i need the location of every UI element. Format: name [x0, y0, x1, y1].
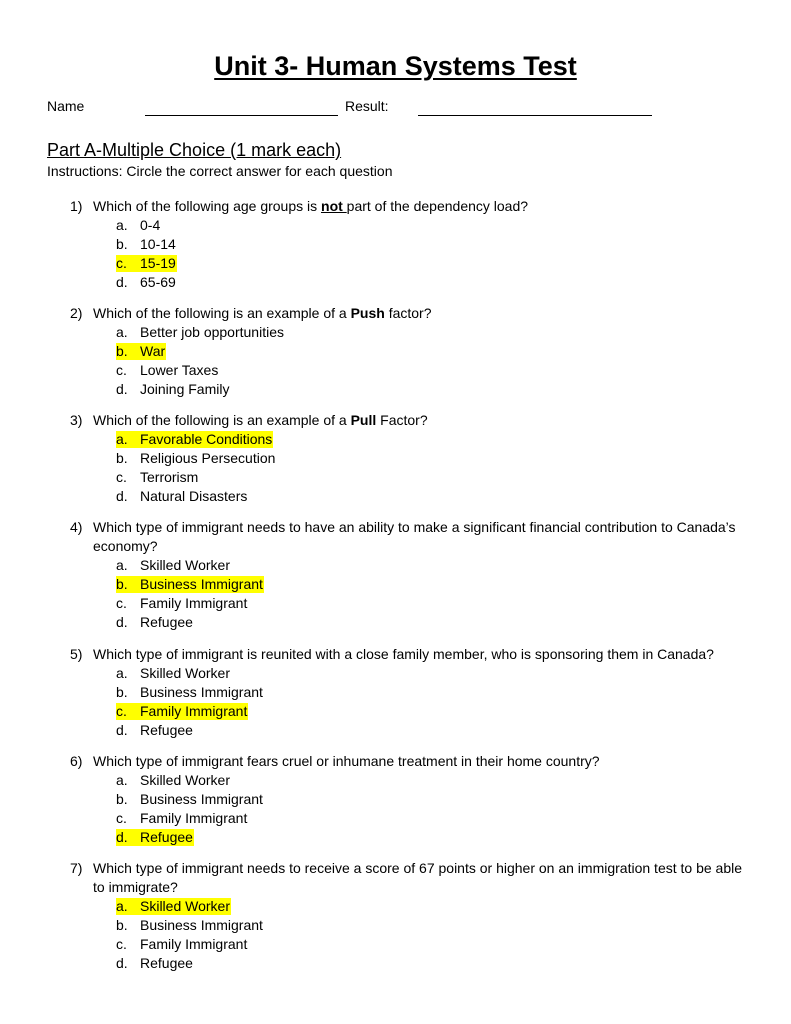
answer-option[interactable]	[0, 449, 791, 468]
title-text: Unit 3- Human Systems Test	[214, 51, 577, 81]
name-result-row	[0, 98, 791, 118]
question-text-part: Which type of immigrant needs to have an ability to make a significant financial contribution to Canada’s economy?	[93, 519, 736, 554]
option-letter: b.	[116, 576, 128, 592]
option-letter: c.	[116, 703, 127, 719]
question-stem	[0, 197, 791, 216]
result-field[interactable]	[418, 115, 652, 116]
question-emphasis: Pull	[350, 412, 377, 428]
option-text: 15-19	[140, 255, 176, 271]
option-letter: a.	[116, 217, 128, 233]
answer-option[interactable]	[0, 380, 791, 399]
question-text-part: Which type of immigrant fears cruel or inhumane treatment in their home country?	[93, 753, 600, 769]
question-stem	[0, 752, 791, 771]
question-text-part: Which of the following is an example of a	[93, 305, 351, 321]
option-letter: d.	[116, 722, 128, 738]
option-text: Business Immigrant	[140, 791, 263, 807]
answer-option-highlighted[interactable]	[0, 702, 791, 721]
option-text: Refugee	[140, 614, 193, 630]
option-text: Family Immigrant	[140, 595, 248, 611]
option-text: Lower Taxes	[140, 362, 219, 378]
option-letter: b.	[116, 684, 128, 700]
question-stem	[0, 411, 791, 430]
question-number: 1)	[70, 198, 83, 214]
option-text: Terrorism	[140, 469, 199, 485]
answer-option[interactable]	[0, 790, 791, 809]
option-text: Better job opportunities	[140, 324, 284, 340]
question-text-part: Which of the following is an example of a	[93, 412, 351, 428]
option-letter: c.	[116, 362, 127, 378]
question-text	[93, 645, 743, 664]
name-label: Name	[47, 98, 85, 114]
question-5	[0, 645, 791, 740]
answer-option[interactable]	[0, 721, 791, 740]
question-text-part: factor?	[384, 305, 432, 321]
question-text-part: Which type of immigrant needs to receive a score of 67 points or higher on an immigration test to be able to immigrate?	[93, 860, 743, 895]
question-emphasis: Push	[350, 305, 385, 321]
option-text: 0-4	[140, 217, 161, 233]
option-letter: d.	[116, 488, 128, 504]
question-text	[93, 752, 743, 771]
question-text-part: Which of the following age groups is	[93, 198, 322, 214]
question-emphasis: not	[321, 198, 347, 214]
question-stem	[0, 304, 791, 323]
option-text: Skilled Worker	[140, 557, 230, 573]
option-letter: c.	[116, 936, 127, 952]
option-letter: a.	[116, 898, 128, 914]
option-text: Religious Persecution	[140, 450, 276, 466]
answer-option[interactable]	[0, 361, 791, 380]
option-letter: d.	[116, 955, 128, 971]
option-text: Business Immigrant	[140, 684, 263, 700]
question-2	[0, 304, 791, 399]
answer-option[interactable]	[0, 664, 791, 683]
option-letter: d.	[116, 829, 128, 845]
option-letter: c.	[116, 810, 127, 826]
option-letter: d.	[116, 274, 128, 290]
question-text-part: Which type of immigrant is reunited with a close family member, who is sponsoring them in Canada?	[93, 646, 714, 662]
option-text: Family Immigrant	[140, 810, 248, 826]
answer-option[interactable]	[0, 556, 791, 575]
answer-option[interactable]	[0, 468, 791, 487]
option-letter: a.	[116, 665, 128, 681]
question-1	[0, 197, 791, 292]
option-letter: c.	[116, 255, 127, 271]
option-letter: a.	[116, 431, 128, 447]
answer-option[interactable]	[0, 216, 791, 235]
answer-option[interactable]	[0, 954, 791, 973]
option-letter: b.	[116, 791, 128, 807]
answer-option[interactable]	[0, 235, 791, 254]
answer-option[interactable]	[0, 771, 791, 790]
answer-option-highlighted[interactable]	[0, 254, 791, 273]
option-text: Favorable Conditions	[140, 431, 273, 447]
option-text: Family Immigrant	[140, 936, 248, 952]
name-field[interactable]	[145, 115, 338, 116]
option-letter: a.	[116, 557, 128, 573]
option-text: Business Immigrant	[140, 917, 263, 933]
question-3	[0, 411, 791, 506]
option-text: 65-69	[140, 274, 176, 290]
option-text: Skilled Worker	[140, 665, 230, 681]
question-text	[93, 197, 743, 216]
option-text: Refugee	[140, 829, 193, 845]
question-text	[93, 304, 743, 323]
answer-option[interactable]	[0, 935, 791, 954]
result-label: Result:	[345, 98, 389, 114]
answer-option-highlighted[interactable]	[0, 342, 791, 361]
option-letter: b.	[116, 236, 128, 252]
answer-option[interactable]	[0, 683, 791, 702]
question-7	[0, 859, 791, 973]
answer-option[interactable]	[0, 613, 791, 632]
option-text: Business Immigrant	[140, 576, 263, 592]
answer-option-highlighted[interactable]	[0, 828, 791, 847]
answer-option-highlighted[interactable]	[0, 430, 791, 449]
option-text: Skilled Worker	[140, 898, 230, 914]
option-text: Refugee	[140, 955, 193, 971]
answer-option[interactable]	[0, 487, 791, 506]
option-letter: c.	[116, 469, 127, 485]
question-stem	[0, 859, 791, 897]
option-letter: d.	[116, 381, 128, 397]
answer-option[interactable]	[0, 273, 791, 292]
option-text: Joining Family	[140, 381, 230, 397]
option-text: Family Immigrant	[140, 703, 248, 719]
instructions: Instructions: Circle the correct answer for each question	[47, 163, 393, 179]
option-letter: a.	[116, 772, 128, 788]
option-text: Refugee	[140, 722, 193, 738]
option-letter: b.	[116, 917, 128, 933]
question-4	[0, 518, 791, 632]
option-letter: b.	[116, 343, 128, 359]
question-text	[93, 411, 743, 430]
question-text	[93, 518, 743, 556]
option-letter: c.	[116, 595, 127, 611]
answer-option[interactable]	[0, 594, 791, 613]
question-stem	[0, 518, 791, 556]
question-number: 3)	[70, 412, 83, 428]
question-number: 5)	[70, 646, 83, 662]
answer-option-highlighted[interactable]	[0, 897, 791, 916]
question-text-part: part of the dependency load?	[346, 198, 529, 214]
option-text: Natural Disasters	[140, 488, 248, 504]
answer-option-highlighted[interactable]	[0, 575, 791, 594]
question-number: 6)	[70, 753, 83, 769]
answer-option[interactable]	[0, 809, 791, 828]
question-6	[0, 752, 791, 847]
option-text: War	[140, 343, 166, 359]
question-text-part: Factor?	[376, 412, 428, 428]
option-letter: d.	[116, 614, 128, 630]
question-number: 7)	[70, 860, 83, 876]
question-stem	[0, 645, 791, 664]
option-text: Skilled Worker	[140, 772, 230, 788]
question-number: 2)	[70, 305, 83, 321]
option-letter: a.	[116, 324, 128, 340]
page-title	[0, 48, 791, 84]
option-letter: b.	[116, 450, 128, 466]
question-number: 4)	[70, 519, 83, 535]
option-text: 10-14	[140, 236, 176, 252]
part-heading: Part A-Multiple Choice (1 mark each)	[47, 140, 342, 160]
answer-option[interactable]	[0, 916, 791, 935]
question-text	[93, 859, 743, 897]
answer-option[interactable]	[0, 323, 791, 342]
